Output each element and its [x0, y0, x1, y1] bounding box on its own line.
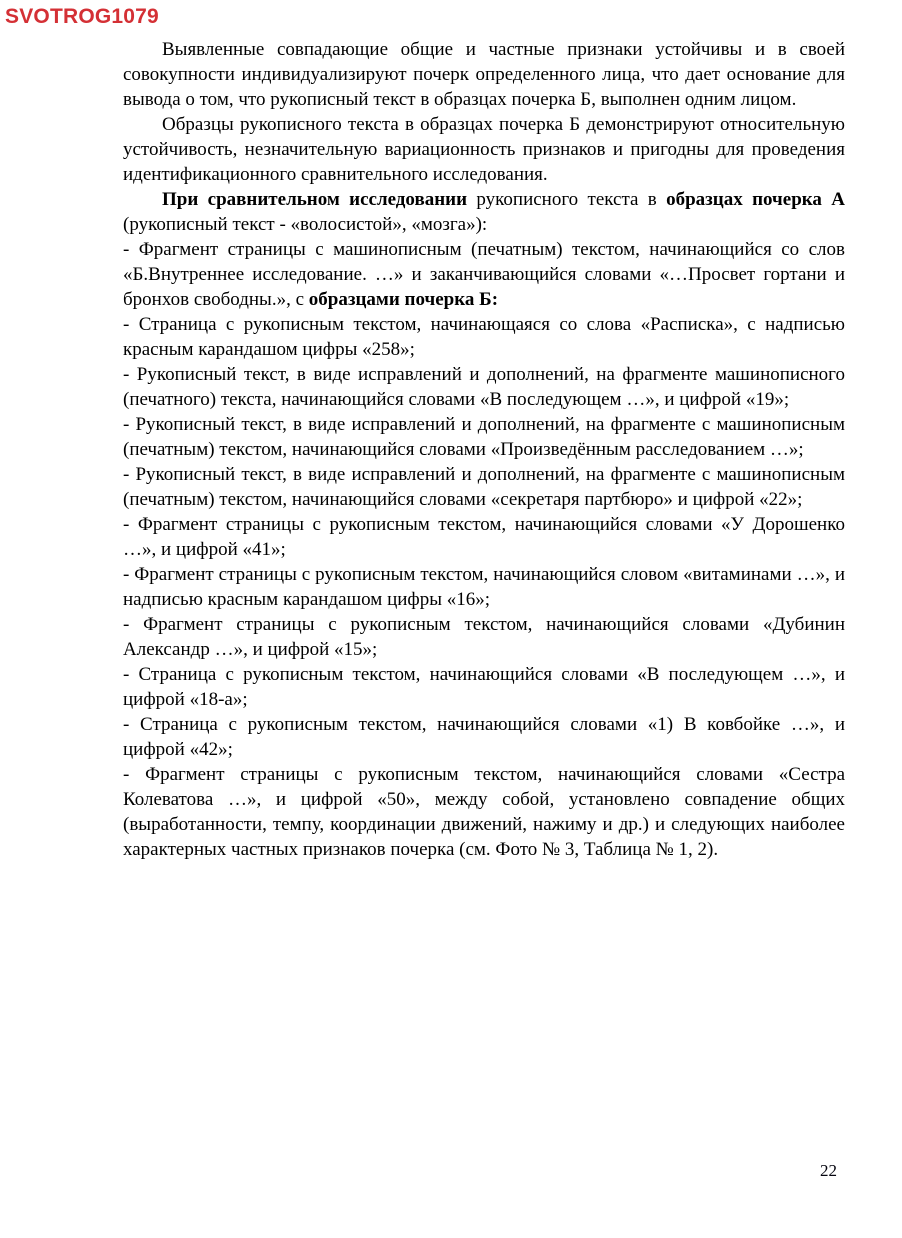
- paragraph: [123, 362, 845, 412]
- text-run: - Страница с рукописным текстом, начинающаяся со слова «Расписка», с надписью красным карандашом цифры «258»;: [123, 314, 845, 360]
- text-run: - Рукописный текст, в виде исправлений и дополнений, на фрагменте с машинописным (печатным) текстом, начинающийся словами «Произведённым расследованием …»;: [123, 414, 845, 460]
- text-run: - Рукописный текст, в виде исправлений и дополнений, на фрагменте с машинописным (печатным) текстом, начинающийся словами «секретаря партбюро» и цифрой «22»;: [123, 464, 845, 510]
- paragraph: [123, 412, 845, 462]
- text-run: - Фрагмент страницы с рукописным текстом, начинающийся словами «Дубинин Александр …», и цифрой «15»;: [123, 614, 845, 660]
- paragraph: [123, 37, 845, 112]
- paragraph: [123, 187, 845, 237]
- text-run: рукописного текста в: [467, 189, 667, 210]
- paragraph: [123, 462, 845, 512]
- paragraph: [123, 562, 845, 612]
- text-run: - Фрагмент страницы с рукописным текстом, начинающийся словами «Сестра Колеватова …», и цифрой «50», между собой, установлено совпадение общих (выработанности, темпу, координации движений, нажиму и др.) и следующих наиболее характерных частных признаков почерка (см. Фото № 3, Таблица № 1, 2).: [123, 764, 845, 860]
- paragraph: [123, 237, 845, 312]
- bold-text-run: образцами почерка Б:: [308, 289, 499, 310]
- paragraph: [123, 612, 845, 662]
- text-run: - Фрагмент страницы с рукописным текстом, начинающийся словом «витаминами …», и надписью красным карандашом цифры «16»;: [123, 564, 845, 610]
- text-run: - Рукописный текст, в виде исправлений и дополнений, на фрагменте машинописного (печатного) текста, начинающийся словами «В последующем …», и цифрой «19»;: [123, 364, 845, 410]
- text-run: (рукописный текст - «волосистой», «мозга»):: [123, 214, 488, 235]
- text-run: - Страница с рукописным текстом, начинающийся словами «1) В ковбойке …», и цифрой «42»;: [123, 714, 845, 760]
- paragraph: [123, 762, 845, 862]
- watermark-stamp: SVOTROG1079: [5, 5, 159, 28]
- paragraph: [123, 712, 845, 762]
- bold-text-run: образцах почерка А: [666, 189, 845, 210]
- page-number: 22: [820, 1161, 837, 1180]
- text-run: Образцы рукописного текста в образцах почерка Б демонстрируют относительную устойчивость, незначительную вариационность признаков и пригодны для проведения идентификационного сравнительного исследования.: [123, 114, 845, 185]
- paragraph: [123, 512, 845, 562]
- text-run: - Страница с рукописным текстом, начинающийся словами «В последующем …», и цифрой «18-а»;: [123, 664, 845, 710]
- paragraph: [123, 312, 845, 362]
- document-body: [123, 37, 845, 862]
- text-run: Выявленные совпадающие общие и частные признаки устойчивы и в своей совокупности индивидуализируют почерк определенного лица, что дает основание для вывода о том, что рукописный текст в образцах почерка Б, выполнен одним лицом.: [123, 39, 845, 110]
- text-run: - Фрагмент страницы с машинописным (печатным) текстом, начинающийся со слов «Б.Внутреннее исследование. …» и заканчивающийся словами «…Просвет гортани и бронхов свободны.», с: [123, 239, 845, 310]
- text-run: - Фрагмент страницы с рукописным текстом, начинающийся словами «У Дорошенко …», и цифрой «41»;: [123, 514, 845, 560]
- paragraph: [123, 112, 845, 187]
- bold-text-run: При сравнительном исследовании: [162, 189, 468, 210]
- paragraph: [123, 662, 845, 712]
